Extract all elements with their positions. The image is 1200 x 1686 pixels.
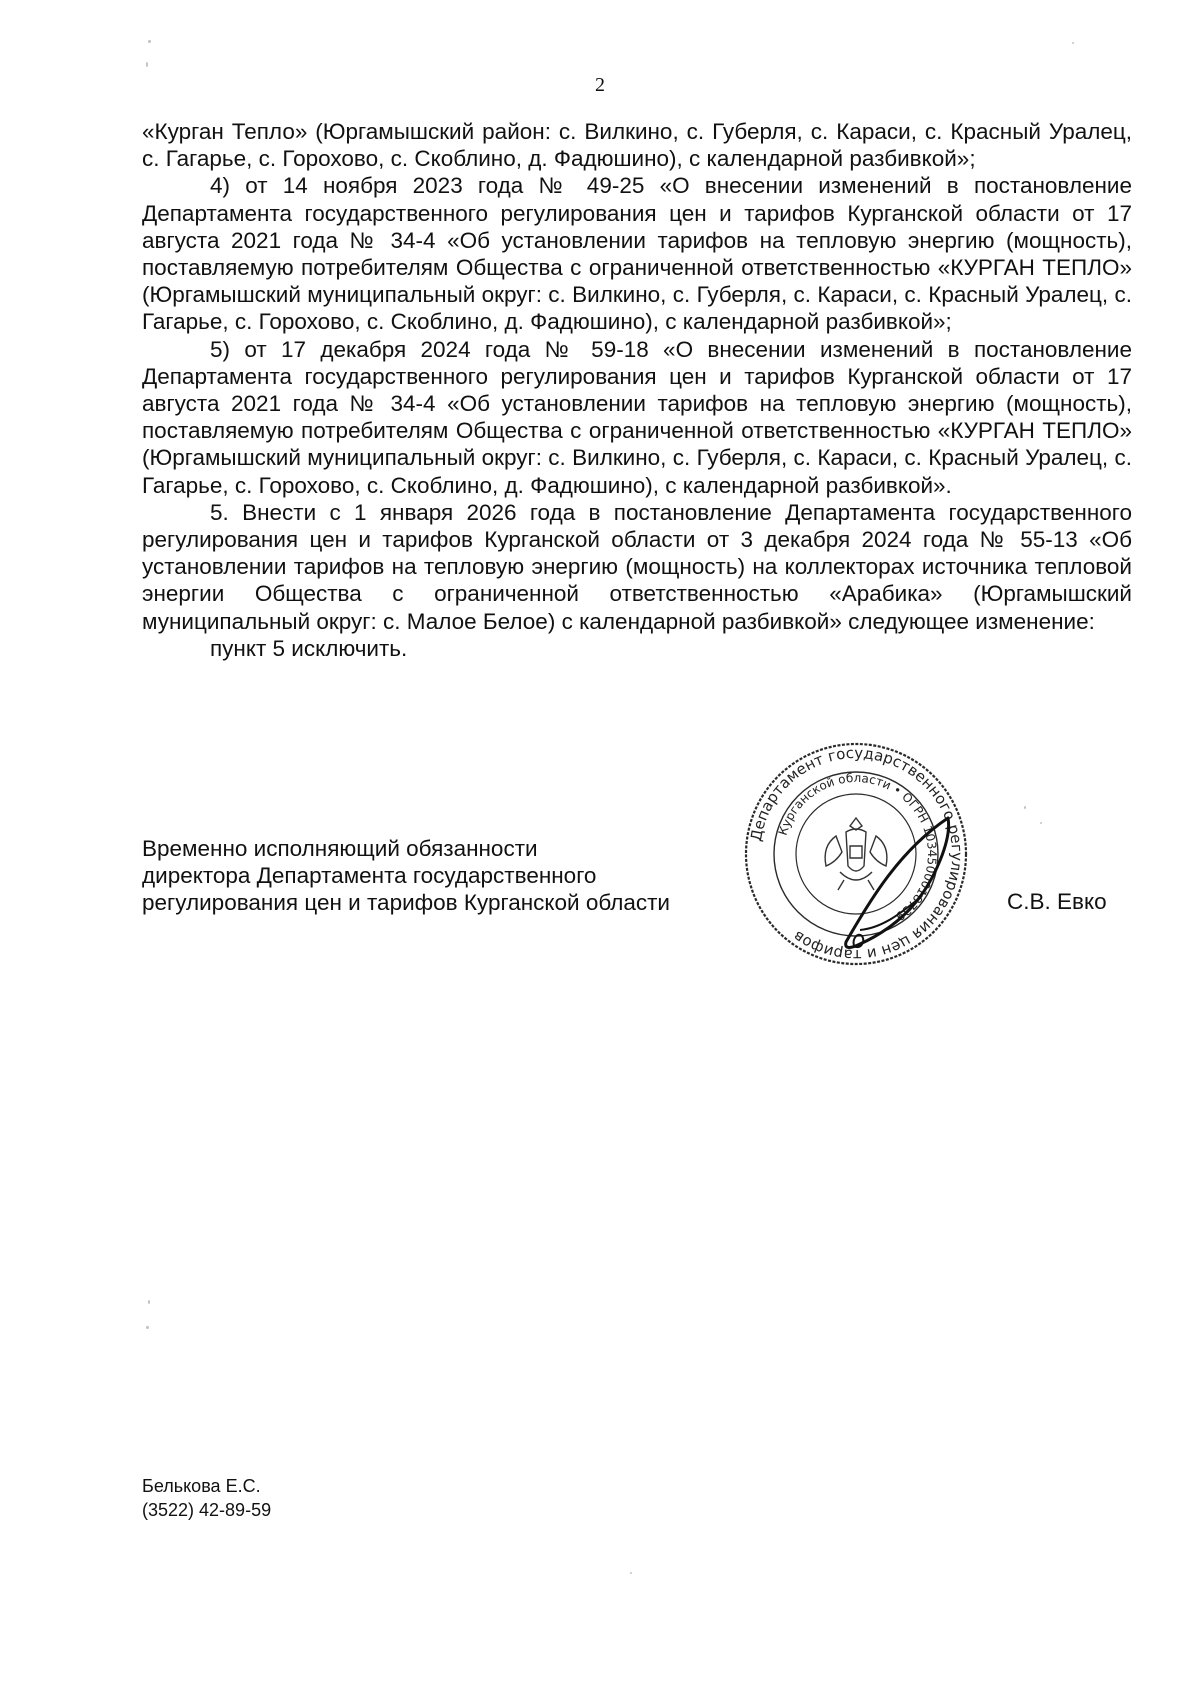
signatory-title-line: директора Департамента государственного — [142, 863, 597, 888]
scan-speck — [146, 1326, 149, 1329]
scan-speck — [1072, 42, 1074, 44]
executor-name: Белькова Е.С. — [142, 1476, 261, 1496]
signatory-title-line: регулирования цен и тарифов Курганской области — [142, 890, 670, 915]
scan-speck — [1040, 822, 1042, 824]
document-body — [142, 118, 1132, 662]
seal-outer-text: Департамент государственного регулирования цен и тарифов — [746, 743, 967, 965]
paragraph: 4) от 14 ноября 2023 года № 49-25 «О внесении изменений в постановление Департамента государственного регулирования цен и тарифов Курганской области от 17 августа 2021 года № 34-4 «Об установлении тарифов на тепловую энергию (мощность), поставляемую потребителям Общества с ограниченной ответственностью «КУРГАН ТЕПЛО» (Юргамышский муниципальный округ: с. Вилкино, с. Губерля, с. Караси, с. Красный Уралец, с. Гагарье, с. Горохово, с. Скоблино, д. Фадюшино), с календарной разбивкой»; — [142, 173, 1132, 335]
page-number: 2 — [595, 74, 605, 96]
paragraph: пункт 5 исключить. — [210, 635, 408, 661]
signatory-name: С.В. Евко — [1007, 889, 1107, 914]
paragraph: 5. Внести с 1 января 2026 года в постановление Департамента государственного регулирования цен и тарифов Курганской области от 3 декабря 2024 года № 55-13 «Об установлении тарифов на тепловую энергию (мощность) на коллекторах источника тепловой энергии Общества с ограниченной ответственностью «Арабика» (Юргамышский муниципальный округ: с. Малое Белое) с календарной разбивкой» следующее изменение: — [142, 499, 1132, 634]
seal-inner-text: Курганской области • ОГРН 1034500018739 — [775, 770, 940, 924]
scan-speck — [630, 1572, 632, 1574]
scan-speck — [1024, 806, 1026, 809]
scan-speck — [146, 62, 148, 67]
executor-phone: (3522) 42-89-59 — [142, 1500, 272, 1520]
scan-speck — [148, 1300, 150, 1304]
scan-speck — [148, 40, 151, 43]
handwritten-signature — [830, 810, 970, 960]
executor-block — [142, 1474, 271, 1522]
paragraph: 5) от 17 декабря 2024 года № 59-18 «О внесении изменений в постановление Департамента государственного регулирования цен и тарифов Курганской области от 17 августа 2021 года № 34-4 «Об установлении тарифов на тепловую энергию (мощность), поставляемую потребителям Общества с ограниченной ответственностью «КУРГАН ТЕПЛО» (Юргамышский муниципальный округ: с. Вилкино, с. Губерля, с. Караси, с. Красный Уралец, с. Гагарье, с. Горохово, с. Скоблино, д. Фадюшино), с календарной разбивкой». — [142, 336, 1132, 498]
signatory-title-line: Временно исполняющий обязанности — [142, 836, 538, 861]
paragraph: «Курган Тепло» (Юргамышский район: с. Вилкино, с. Губерля, с. Караси, с. Красный Уралец, с. Гагарье, с. Горохово, с. Скоблино, д. Фадюшино), с календарной разбивкой»; — [142, 119, 1132, 172]
signatory-title — [142, 835, 742, 916]
